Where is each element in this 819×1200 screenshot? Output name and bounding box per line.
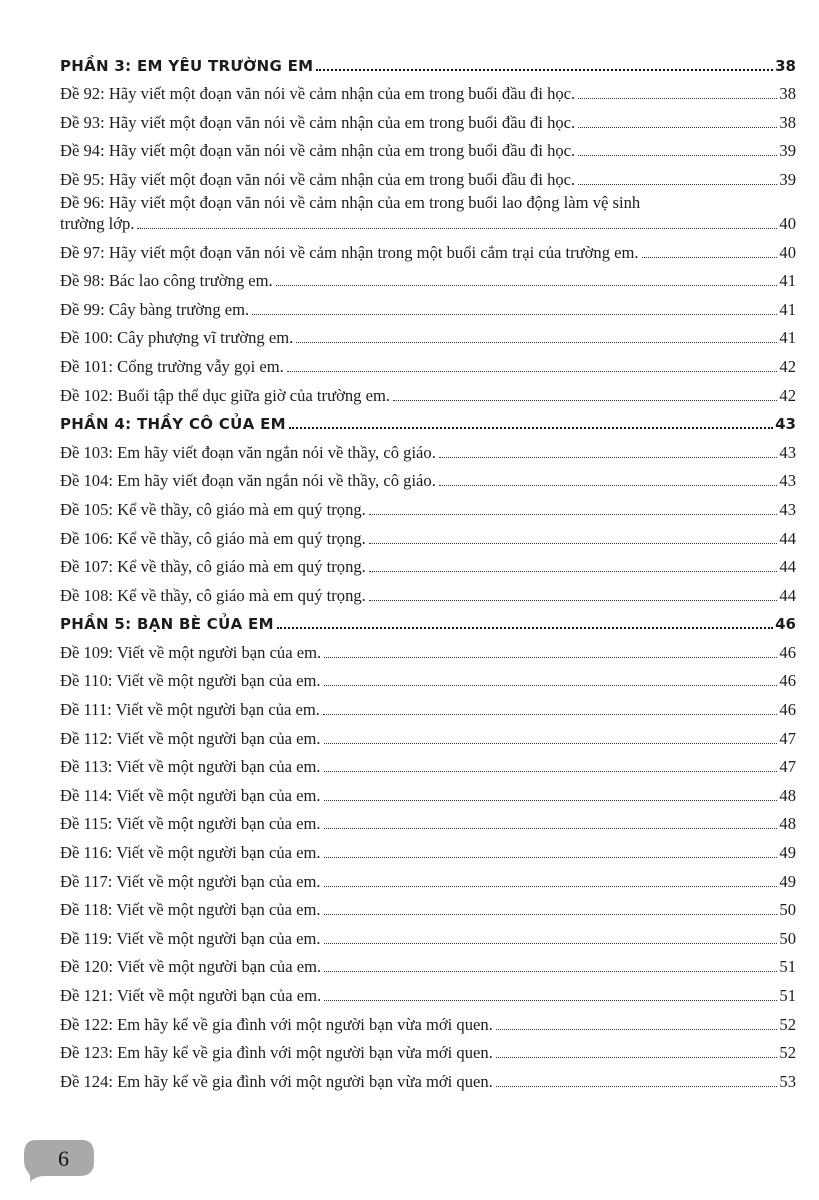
toc-entry-page: 39 [779,141,796,161]
toc-entry-label: Đề 119: Viết về một người bạn của em. [60,928,321,948]
toc-entry[interactable] [60,862,796,891]
toc-entry-label: Đề 103: Em hãy viết đoạn văn ngắn nói về thầy, cô giáo. [60,442,436,462]
toc-entry[interactable] [60,976,796,1005]
toc-entry[interactable] [60,919,796,948]
toc-entry-page: 43 [779,499,796,519]
toc-entry-label: Đề 99: Cây bàng trường em. [60,299,250,319]
dot-leader [277,627,773,629]
toc-entry-label: Đề 123: Em hãy kể về gia đình với một người bạn vừa mới quen. [60,1043,493,1063]
dot-leader [578,127,777,128]
toc-entry-page: 41 [779,271,796,291]
section-heading-page: 43 [775,415,796,434]
toc-entry[interactable] [60,376,796,405]
dot-leader [496,1086,778,1087]
dot-leader [324,857,778,858]
section-heading-label: PHẦN 4: THẦY CÔ CỦA EM [60,415,286,434]
toc-entry-page: 38 [779,112,796,132]
toc-entry-label: Đề 112: Viết về một người bạn của em. [60,728,321,748]
toc-entry[interactable] [60,433,796,462]
dot-leader [393,400,777,401]
dot-leader [642,257,778,258]
toc-entry-label: Đề 94: Hãy viết một đoạn văn nói về cảm nhận của em trong buổi đầu đi học. [60,141,576,161]
dot-leader [324,1000,777,1001]
dot-leader [439,485,778,486]
toc-entry-page: 52 [779,1043,796,1063]
toc-entry[interactable] [60,576,796,605]
toc-entry[interactable] [60,189,796,233]
toc-entry-page: 40 [779,213,796,233]
toc-entry-label: Đề 101: Cổng trường vẫy gọi em. [60,356,284,376]
toc-entry-label-line1: Đề 96: Hãy viết một đoạn văn nói về cảm nhận của em trong buổi lao động làm vệ sinh [60,192,641,212]
toc-entry[interactable] [60,662,796,691]
toc-entry[interactable] [60,103,796,132]
toc-entry-page: 51 [779,986,796,1005]
section-heading-page: 46 [775,615,796,634]
dot-leader [369,514,778,515]
toc-entry[interactable] [60,519,796,548]
toc-entry[interactable] [60,748,796,777]
section-heading[interactable] [60,605,796,634]
toc-entry[interactable] [60,490,796,519]
toc-entry-page: 47 [779,757,796,777]
toc-entry-page: 50 [779,900,796,920]
toc-entry-label: Đề 104: Em hãy viết đoạn văn ngắn nói về thầy, cô giáo. [60,471,436,491]
toc-entry-page: 46 [779,642,796,662]
toc-entry-page: 48 [779,814,796,834]
dot-leader [324,800,778,801]
toc-entry-label: Đề 118: Viết về một người bạn của em. [60,900,321,920]
dot-leader [324,685,778,686]
dot-leader [369,543,778,544]
dot-leader [369,571,778,572]
toc-entry-label: Đề 110: Viết về một người bạn của em. [60,671,321,691]
dot-leader [137,228,777,229]
dot-leader [316,69,773,71]
toc-entry-page: 40 [779,242,796,262]
dot-leader [578,184,777,185]
toc-entry-page: 52 [779,1014,796,1034]
toc-entry[interactable] [60,833,796,862]
toc-entry[interactable] [60,805,796,834]
dot-leader [439,457,778,458]
toc-entry-page: 43 [779,471,796,491]
toc-entry-label: Đề 117: Viết về một người bạn của em. [60,871,321,891]
section-heading-label: PHẦN 3: EM YÊU TRƯỜNG EM [60,56,314,75]
table-of-contents [60,46,796,1091]
dot-leader [369,600,778,601]
toc-entry-label: Đề 100: Cây phượng vĩ trường em. [60,328,294,348]
toc-entry[interactable] [60,548,796,577]
dot-leader [496,1029,778,1030]
toc-entry[interactable] [60,948,796,977]
toc-entry-page: 51 [779,957,796,977]
toc-entry[interactable] [60,132,796,161]
toc-entry[interactable] [60,160,796,189]
page-number-badge [22,1136,96,1184]
toc-entry-label: Đề 113: Viết về một người bạn của em. [60,757,321,777]
dot-leader [324,971,777,972]
toc-entry-label: Đề 120: Viết về một người bạn của em. [60,957,322,977]
toc-entry[interactable] [60,776,796,805]
toc-entry-page: 53 [779,1071,796,1091]
page-number: 6 [58,1146,69,1171]
toc-entry-label: Đề 97: Hãy viết một đoạn văn nói về cảm nhận trong một buổi cắm trại của trường em. [60,242,639,262]
toc-entry-page: 44 [779,528,796,548]
dot-leader [324,743,778,744]
toc-entry-label: Đề 115: Viết về một người bạn của em. [60,814,321,834]
toc-entry-page: 43 [779,442,796,462]
toc-entry-page: 49 [779,843,796,863]
toc-entry-page: 49 [779,871,796,891]
toc-entry-page: 39 [779,169,796,189]
toc-entry[interactable] [60,719,796,748]
toc-entry[interactable] [60,462,796,491]
dot-leader [324,828,778,829]
dot-leader [296,342,777,343]
toc-entry-label: Đề 92: Hãy viết một đoạn văn nói về cảm nhận của em trong buổi đầu đi học. [60,84,576,104]
toc-entry[interactable] [60,75,796,104]
toc-entry-label: Đề 116: Viết về một người bạn của em. [60,843,321,863]
dot-leader [578,98,777,99]
toc-entry-label: Đề 108: Kể về thầy, cô giáo mà em quý trọng. [60,585,366,605]
toc-entry[interactable] [60,319,796,348]
toc-entry[interactable] [60,1034,796,1063]
toc-entry-label: Đề 105: Kể về thầy, cô giáo mà em quý trọng. [60,499,366,519]
toc-entry-page: 41 [779,328,796,348]
dot-leader [324,657,777,658]
toc-entry[interactable] [60,633,796,662]
toc-entry-page: 47 [779,728,796,748]
toc-entry-label: Đề 124: Em hãy kể về gia đình với một người bạn vừa mới quen. [60,1071,493,1091]
toc-entry-label: Đề 95: Hãy viết một đoạn văn nói về cảm nhận của em trong buổi đầu đi học. [60,169,576,189]
toc-entry[interactable] [60,233,796,262]
toc-entry[interactable] [60,290,796,319]
toc-entry-page: 44 [779,585,796,605]
toc-entry-page: 42 [779,356,796,376]
dot-leader [323,714,777,715]
dot-leader [276,285,778,286]
toc-entry[interactable] [60,347,796,376]
dot-leader [324,943,778,944]
toc-entry-page: 46 [779,700,796,720]
toc-entry[interactable] [60,690,796,719]
toc-entry-page: 42 [779,385,796,405]
dot-leader [578,155,777,156]
toc-entry[interactable] [60,1062,796,1091]
toc-entry-page: 50 [779,928,796,948]
toc-entry-label: Đề 114: Viết về một người bạn của em. [60,785,321,805]
dot-leader [324,771,778,772]
dot-leader [289,427,773,429]
toc-entry-label-line2: trường lớp. [60,213,135,233]
toc-entry[interactable] [60,1005,796,1034]
toc-entry-label: Đề 93: Hãy viết một đoạn văn nói về cảm nhận của em trong buổi đầu đi học. [60,112,576,132]
toc-entry-label: Đề 106: Kể về thầy, cô giáo mà em quý trọng. [60,528,366,548]
toc-entry-label: Đề 121: Viết về một người bạn của em. [60,986,322,1005]
section-heading-page: 38 [775,56,796,75]
toc-entry-label: Đề 111: Viết về một người bạn của em. [60,700,320,720]
dot-leader [496,1057,778,1058]
toc-entry[interactable] [60,262,796,291]
toc-entry-label: Đề 107: Kể về thầy, cô giáo mà em quý trọng. [60,557,366,577]
section-heading[interactable] [60,405,796,434]
toc-entry-page: 48 [779,785,796,805]
toc-entry-label: Đề 122: Em hãy kể về gia đình với một người bạn vừa mới quen. [60,1014,493,1034]
dot-leader [324,914,778,915]
toc-entry-page: 44 [779,557,796,577]
section-heading-label: PHẦN 5: BẠN BÈ CỦA EM [60,615,274,634]
dot-leader [324,886,778,887]
toc-entry-label: Đề 102: Buổi tập thể dục giữa giờ của trường em. [60,385,391,405]
dot-leader [287,371,778,372]
toc-entry[interactable] [60,891,796,920]
toc-entry-label: Đề 98: Bác lao công trường em. [60,271,273,291]
toc-entry-page: 38 [779,84,796,104]
dot-leader [252,314,777,315]
toc-entry-page: 46 [779,671,796,691]
toc-entry-label: Đề 109: Viết về một người bạn của em. [60,642,322,662]
toc-entry-page: 41 [779,299,796,319]
section-heading[interactable] [60,46,796,75]
